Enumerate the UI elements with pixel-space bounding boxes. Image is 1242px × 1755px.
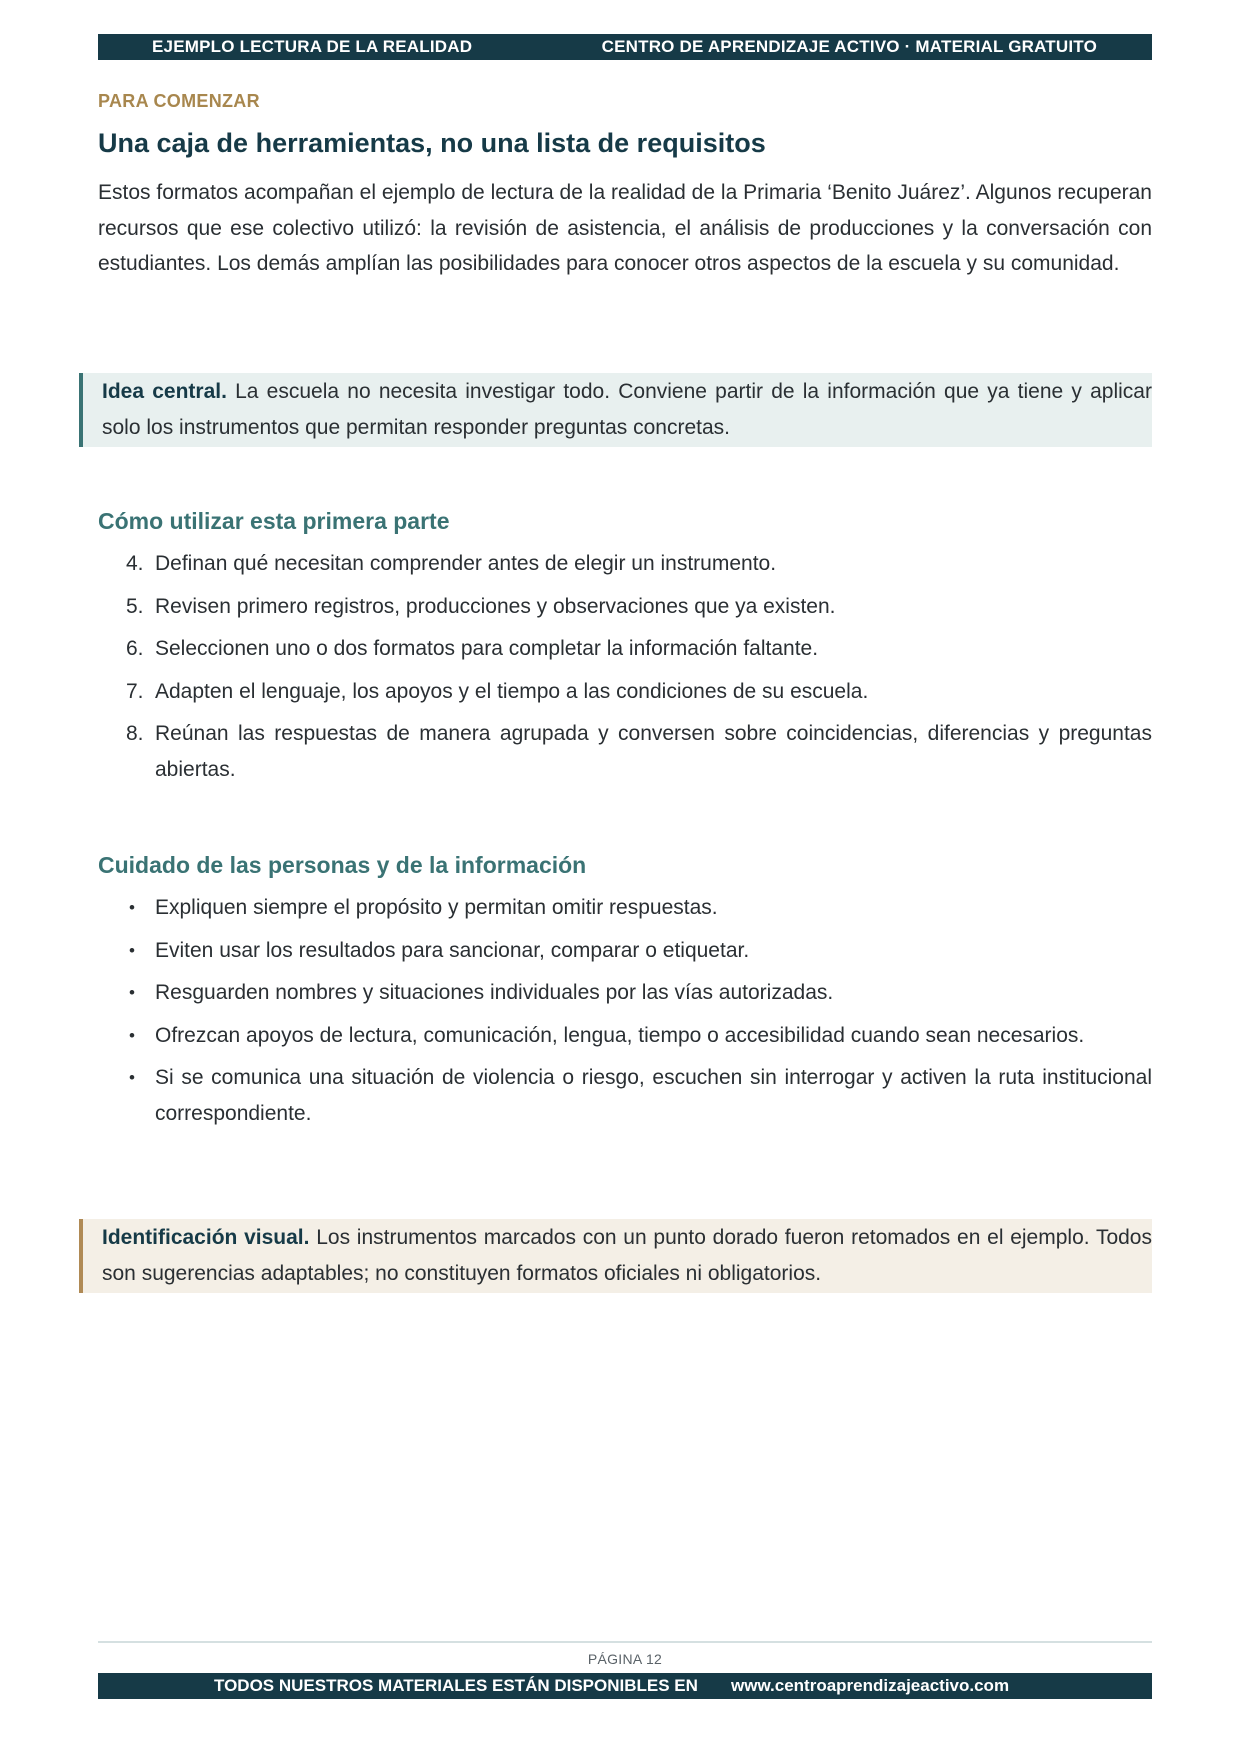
list-item <box>98 674 1152 710</box>
callout-label: Identificación visual. <box>102 1226 310 1249</box>
list-item-text: Revisen primero registros, producciones y observaciones que ya existen. <box>155 594 836 618</box>
list-marker: • <box>129 1068 135 1087</box>
usage-steps-list <box>98 546 1152 794</box>
list-marker: 8. <box>126 722 144 745</box>
callout-label: Idea central. <box>102 380 227 403</box>
footer-divider <box>98 1641 1152 1643</box>
central-idea-callout <box>79 373 1152 447</box>
list-marker: • <box>129 983 135 1002</box>
header-document-title: EJEMPLO LECTURA DE LA REALIDAD <box>152 37 473 56</box>
list-item-text: Adapten el lenguaje, los apoyos y el tiempo a las condiciones de su escuela. <box>155 679 869 703</box>
care-guidelines-list <box>98 890 1152 1138</box>
list-item <box>98 1018 1152 1054</box>
list-marker: 4. <box>126 552 144 575</box>
list-item-text: Eviten usar los resultados para sancionar, comparar o etiquetar. <box>155 938 750 962</box>
footer-website-link[interactable]: www.centroaprendizajeactivo.com <box>731 1676 1010 1695</box>
list-item-text: Definan qué necesitan comprender antes de elegir un instrumento. <box>155 552 777 575</box>
care-section-title: Cuidado de las personas y de la información <box>98 852 587 878</box>
list-item <box>98 1060 1152 1131</box>
list-item-text: Expliquen siempre el propósito y permitan omitir respuestas. <box>155 896 718 919</box>
list-item-text: Ofrezcan apoyos de lectura, comunicación, lengua, tiempo o accesibilidad cuando sean necesarios. <box>155 1023 1085 1047</box>
list-item-text: Reúnan las respuestas de manera agrupada y conversen sobre coincidencias, diferencias y preguntas abiertas. <box>155 722 1152 781</box>
list-marker: 6. <box>126 637 144 660</box>
list-item <box>98 716 1152 787</box>
list-item <box>98 589 1152 625</box>
section-kicker: PARA COMENZAR <box>98 91 260 111</box>
callout-text: La escuela no necesita investigar todo. Conviene partir de la información que ya tiene y aplicar solo los instrumentos que permitan responder preguntas concretas. <box>102 380 1152 439</box>
page-title: Una caja de herramientas, no una lista de requisitos <box>98 128 766 158</box>
callout-text: Los instrumentos marcados con un punto dorado fueron retomados en el ejemplo. Todos son sugerencias adaptables; no constituyen formatos oficiales ni obligatorios. <box>102 1226 1152 1285</box>
usage-section-title: Cómo utilizar esta primera parte <box>98 508 450 534</box>
list-marker: 5. <box>126 594 144 618</box>
header-publisher: CENTRO DE APRENDIZAJE ACTIVO · MATERIAL GRATUITO <box>601 37 1097 56</box>
list-marker: • <box>129 1025 135 1045</box>
list-item <box>98 631 1152 667</box>
list-item <box>98 890 1152 926</box>
list-item <box>98 933 1152 969</box>
page-footer <box>98 1673 1152 1699</box>
list-item <box>98 975 1152 1011</box>
list-marker: 7. <box>126 679 144 703</box>
footer-availability-text: TODOS NUESTROS MATERIALES ESTÁN DISPONIBLES EN <box>214 1676 698 1695</box>
page-number: PÁGINA 12 <box>587 1651 663 1667</box>
page-header <box>98 34 1152 60</box>
intro-paragraph: Estos formatos acompañan el ejemplo de lectura de la realidad de la Primaria ‘Benito Juárez’. Algunos recuperan recursos que ese colectivo utilizó: la revisión de asistencia, el análisis de producciones y la conversación con estudiantes. Los demás amplían las posibilidades para conocer otros aspectos de la escuela y su comunidad. <box>98 181 1152 275</box>
list-item <box>98 546 1152 582</box>
list-item-text: Resguarden nombres y situaciones individuales por las vías autorizadas. <box>155 981 834 1004</box>
visual-identification-callout <box>79 1219 1152 1293</box>
list-item-text: Seleccionen uno o dos formatos para completar la información faltante. <box>155 637 819 660</box>
list-marker: • <box>129 898 135 917</box>
list-item-text: Si se comunica una situación de violencia o riesgo, escuchen sin interrogar y activen la ruta institucional correspondiente. <box>155 1066 1152 1125</box>
list-marker: • <box>129 940 135 960</box>
